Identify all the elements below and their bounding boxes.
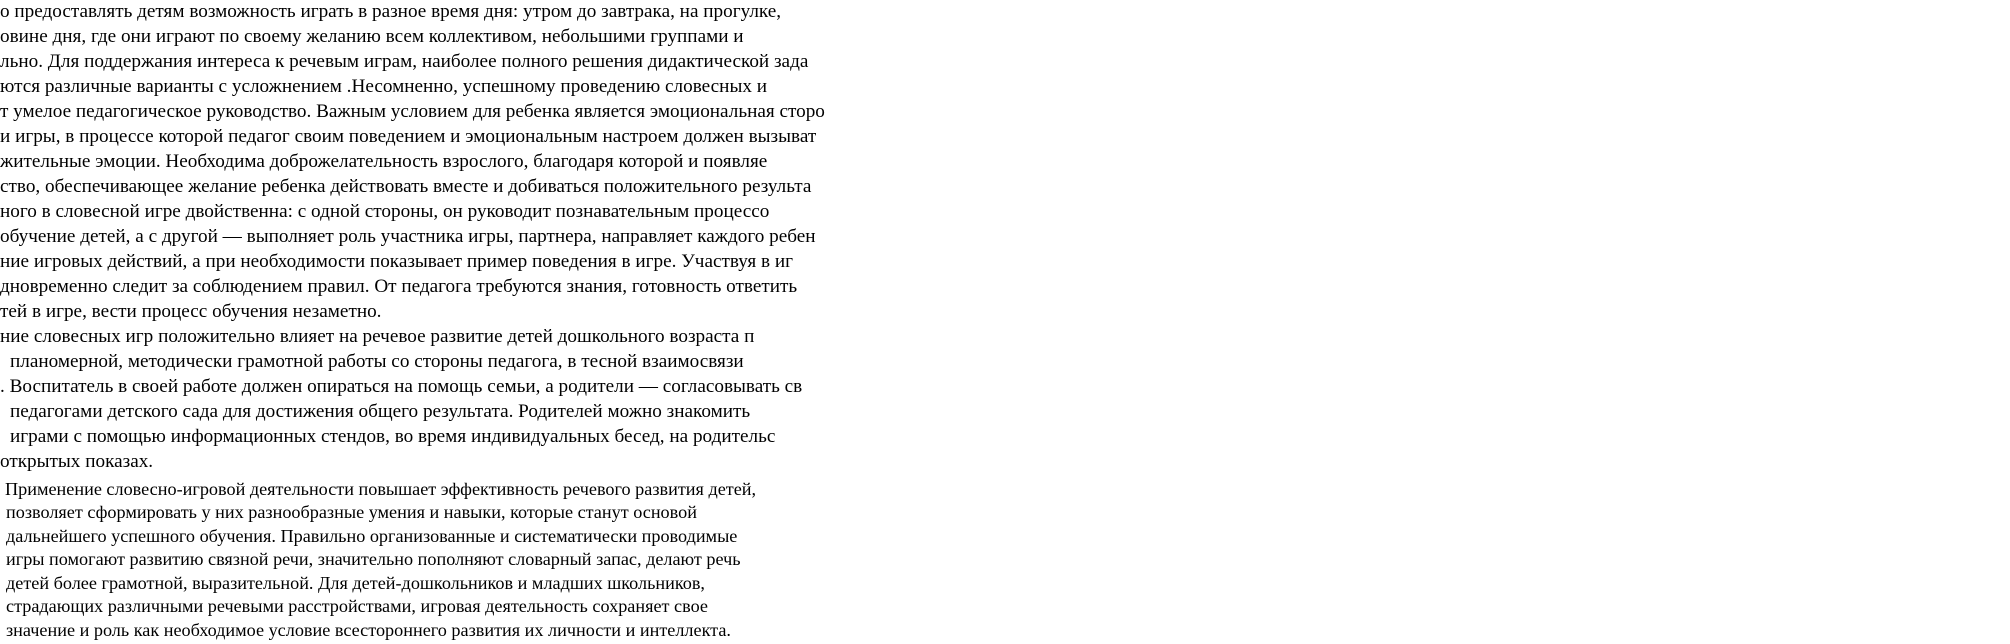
text-line: тей в игре, вести процесс обучения незаметно. xyxy=(0,301,382,322)
text-line: т умелое педагогическое руководство. Важным условием для ребенка является эмоциональная сторо xyxy=(0,101,825,122)
text-line: дновременно следит за соблюдением правил. От педагога требуются знания, готовность ответить xyxy=(0,276,798,297)
text-line: планомерной, методически грамотной работы со стороны педагога, в тесной взаимосвязи xyxy=(10,351,744,372)
document-page xyxy=(0,0,825,640)
text-line: ние игровых действий, а при необходимости показывает пример поведения в игре. Участвуя в иг xyxy=(0,251,793,272)
text-line: детей более грамотной, выразительной. Для детей-дошкольников и младших школьников, xyxy=(6,573,705,593)
text-line: жительные эмоции. Необходима доброжелательность взрослого, благодаря которой и появляе xyxy=(0,151,768,172)
text-line: и игры, в процессе которой педагог своим поведением и эмоциональным настроем должен вызыват xyxy=(0,126,817,147)
text-line: дальнейшего успешного обучения. Правильно организованные и систематически проводимые xyxy=(6,526,738,546)
text-line: ются различные варианты с усложнением .Несомненно, успешному проведению словесных и xyxy=(0,76,768,97)
text-line: значение и роль как необходимое условие всестороннего развития их личности и интеллекта. xyxy=(6,620,731,640)
text-line: страдающих различными речевыми расстройствами, игровая деятельность сохраняет свое xyxy=(6,596,708,616)
text-line: открытых показах. xyxy=(0,451,154,472)
text-line: играми с помощью информационных стендов, во время индивидуальных бесед, на родительс xyxy=(10,426,776,447)
text-line: педагогами детского сада для достижения общего результата. Родителей можно знакомить xyxy=(10,401,751,422)
text-line: . Воспитатель в своей работе должен опираться на помощь семьи, а родители — согласовывать св xyxy=(0,376,803,397)
text-line: овине дня, где они играют по своему желанию всем коллективом, небольшими группами и xyxy=(0,26,744,47)
text-line: льно. Для поддержания интереса к речевым играм, наиболее полного решения дидактической зада xyxy=(0,51,809,72)
text-line: Применение словесно-игровой деятельности повышает эффективность речевого развития детей, xyxy=(5,479,757,499)
text-line: позволяет сформировать у них разнообразные умения и навыки, которые станут основой xyxy=(6,502,697,522)
text-line: обучение детей, а с другой — выполняет роль участника игры, партнера, направляет каждого ребен xyxy=(0,226,816,247)
text-line: о предоставлять детям возможность играть в разное время дня: утром до завтрака, на прогулке, xyxy=(0,1,782,22)
text-line: ние словесных игр положительно влияет на речевое развитие детей дошкольного возраста п xyxy=(0,326,755,347)
text-line: игры помогают развитию связной речи, значительно пополняют словарный запас, делают речь xyxy=(6,549,741,569)
text-line: ство, обеспечивающее желание ребенка действовать вместе и добиваться положительного результа xyxy=(0,176,812,197)
text-line: ного в словесной игре двойственна: с одной стороны, он руководит познавательным процессо xyxy=(0,201,770,222)
